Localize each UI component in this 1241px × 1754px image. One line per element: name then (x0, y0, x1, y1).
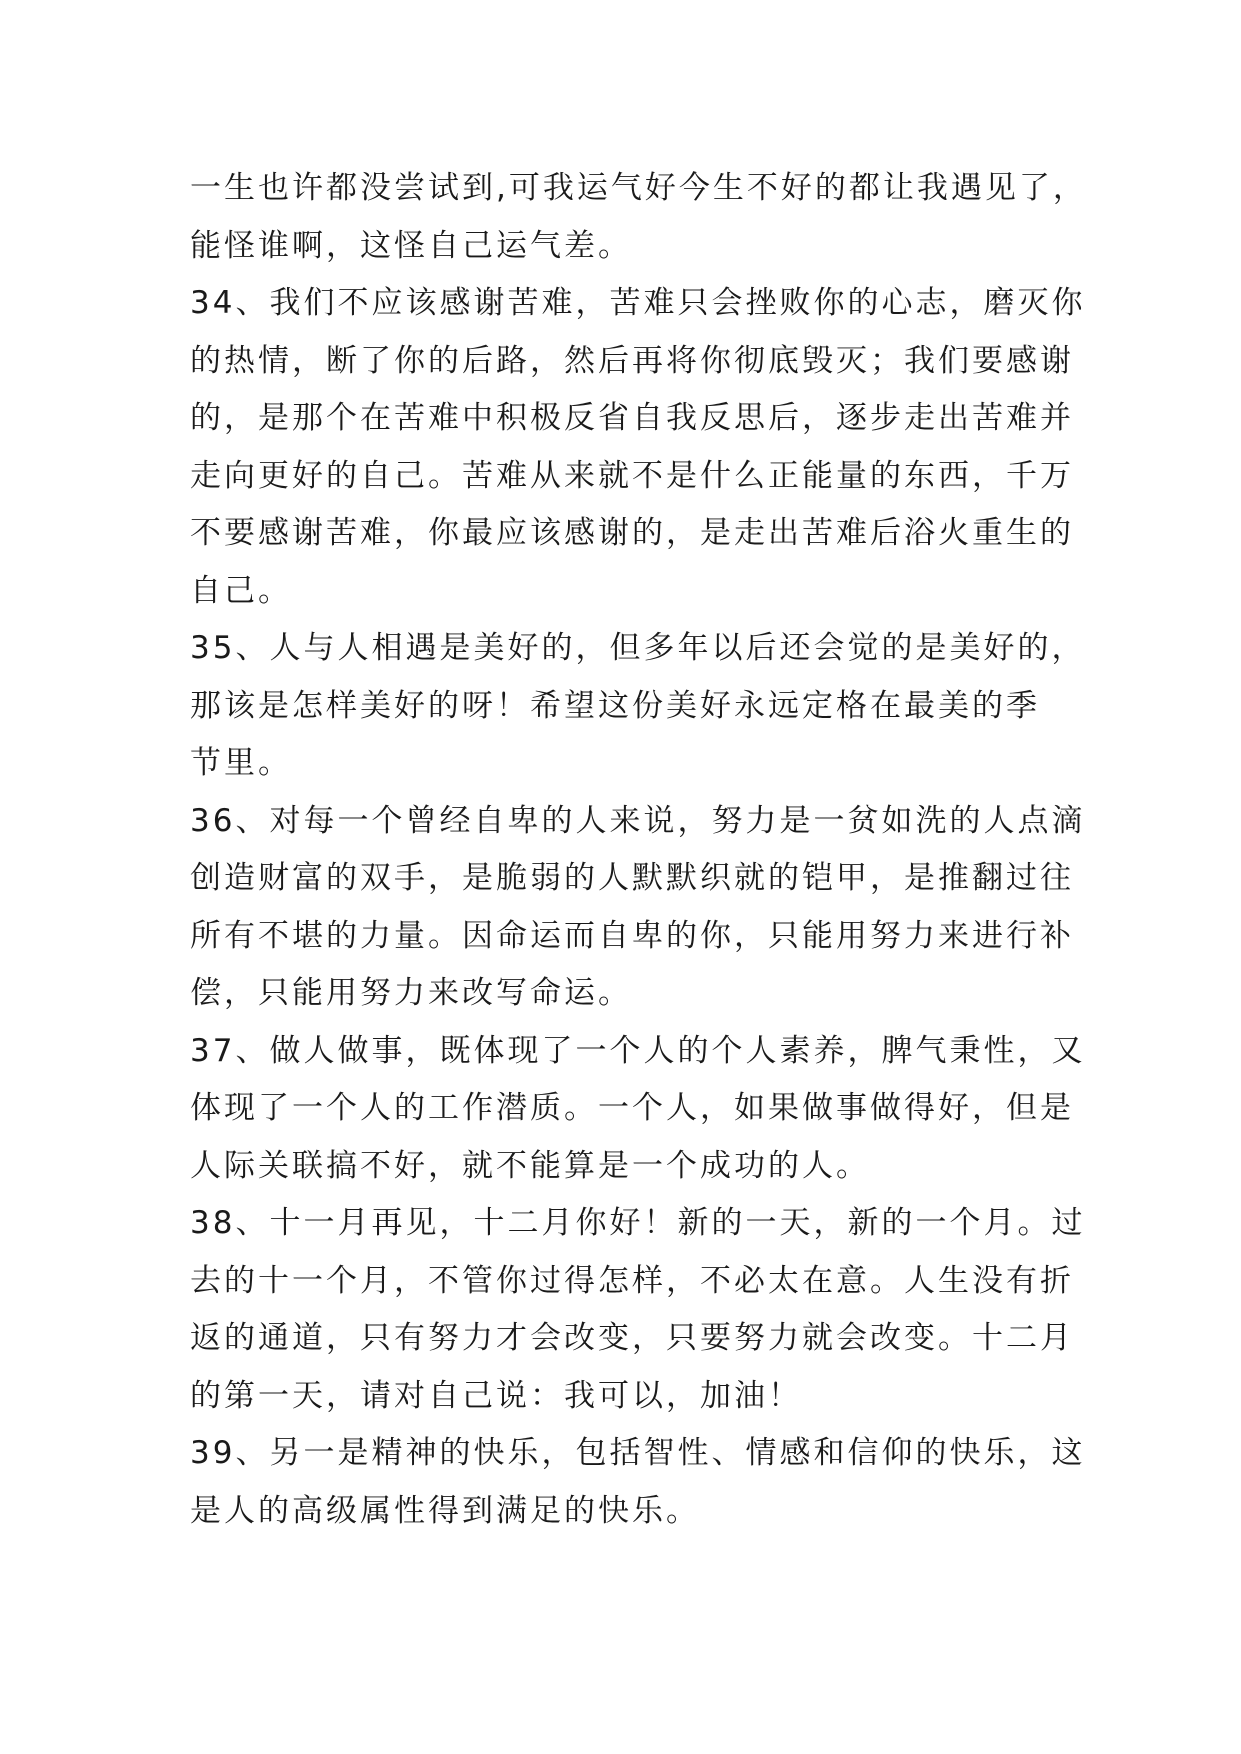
text-line: 36、对每一个曾经自卑的人来说，努力是一贫如洗的人点滴 (190, 802, 1086, 839)
text-line: 39、另一是精神的快乐，包括智性、情感和信仰的快乐，这 (190, 1435, 1086, 1471)
text-line: 那该是怎样美好的呀！希望这份美好永远定格在最美的季 (190, 687, 1040, 724)
text-line: 不要感谢苦难，你最应该感谢的，是走出苦难后浴火重生的 (190, 515, 1074, 551)
text-line: 偿，只能用努力来改写命运。 (190, 975, 632, 1011)
text-line: 的，是那个在苦难中积极反省自我反思后，逐步走出苦难并 (190, 400, 1074, 436)
text-line: 自己。 (190, 572, 292, 609)
text-line: 去的十一个月，不管你过得怎样，不必太在意。人生没有折 (190, 1262, 1074, 1299)
text-line: 的热情，断了你的后路，然后再将你彻底毁灭；我们要感谢 (190, 342, 1074, 379)
text-line: 所有不堪的力量。因命运而自卑的你，只能用努力来进行补 (190, 917, 1074, 954)
text-line: 返的通道，只有努力才会改变，只要努力就会改变。十二月 (190, 1320, 1074, 1356)
text-line: 节里。 (190, 745, 292, 781)
text-line: 体现了一个人的工作潜质。一个人，如果做事做得好，但是 (190, 1090, 1074, 1126)
text-line: 35、人与人相遇是美好的，但多年以后还会觉的是美好的， (190, 630, 1086, 666)
text-line: 能怪谁啊，这怪自己运气差。 (190, 227, 632, 264)
text-line: 的第一天，请对自己说：我可以，加油！ (190, 1377, 802, 1414)
text-line: 34、我们不应该感谢苦难，苦难只会挫败你的心志，磨灭你 (190, 285, 1086, 321)
text-line: 创造财富的双手，是脆弱的人默默织就的铠甲，是推翻过往 (190, 860, 1074, 896)
text-line: 人际关联搞不好，就不能算是一个成功的人。 (190, 1147, 870, 1184)
text-line: 38、十一月再见，十二月你好！新的一天，新的一个月。过 (190, 1205, 1086, 1241)
body-text (190, 160, 1090, 1540)
text-line: 是人的高级属性得到满足的快乐。 (190, 1492, 700, 1529)
text-line: 37、做人做事，既体现了一个人的个人素养，脾气秉性，又 (190, 1032, 1086, 1069)
text-line: 走向更好的自己。苦难从来就不是什么正能量的东西，千万 (190, 457, 1074, 494)
text-line: 一生也许都没尝试到,可我运气好今生不好的都让我遇见了， (190, 170, 1087, 206)
